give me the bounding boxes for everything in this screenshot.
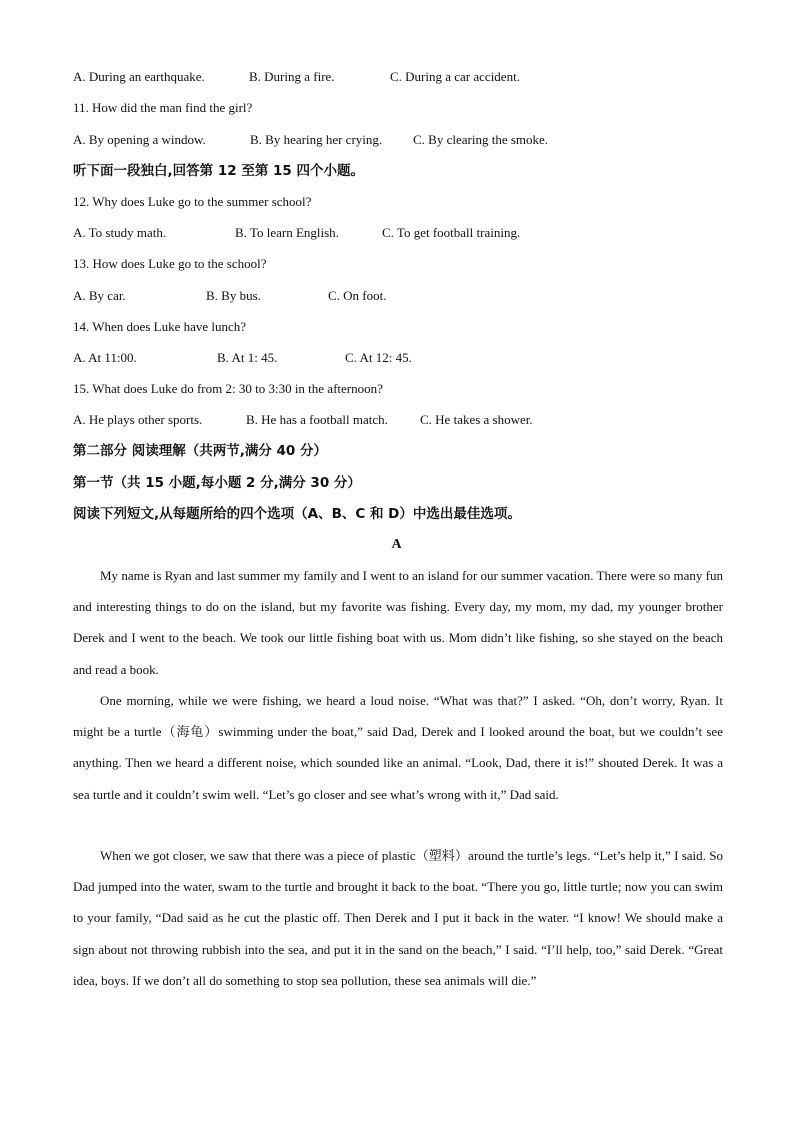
q14-option-b: B. At 1: 45. bbox=[217, 350, 278, 365]
q14-option-c: C. At 12: 45. bbox=[345, 350, 412, 365]
q11-option-a: A. By opening a window. bbox=[73, 132, 206, 147]
q13-option-c: C. On foot. bbox=[328, 288, 387, 303]
q11-option-b: B. By hearing her crying. bbox=[250, 132, 383, 147]
q12-option-a: A. To study math. bbox=[73, 225, 167, 240]
q10-option-a: A. During an earthquake. bbox=[73, 69, 205, 84]
q13-option-a: A. By car. bbox=[73, 288, 126, 303]
question-14: 14. When does Luke have lunch? bbox=[73, 319, 247, 334]
section-note-12-15: 听下面一段独白,回答第 12 至第 15 四个小题。 bbox=[73, 163, 365, 179]
question-13: 13. How does Luke go to the school? bbox=[73, 256, 267, 271]
q10-option-b: B. During a fire. bbox=[249, 69, 335, 84]
reading-instructions: 阅读下列短文,从每题所给的四个选项（A、B、C 和 D）中选出最佳选项。 bbox=[73, 506, 521, 522]
question-12: 12. Why does Luke go to the summer school? bbox=[73, 194, 312, 209]
q12-option-c: C. To get football training. bbox=[382, 225, 521, 240]
passage-paragraph-2: One morning, while we were fishing, we heard a loud noise. “What was that?” I asked. “Oh, don’t worry, Ryan. It might be a turtle（海龟）swimming under the boat,” said Dad, Derek and I looked around the boat, but we couldn’t see anything. Then we heard a different noise, which sounded like an animal. “Look, Dad, there it is!” shouted Derek. It was a sea turtle and it couldn’t swim well. “Let’s go closer and see what’s wrong with it,” Dad said. bbox=[73, 693, 723, 802]
question-15: 15. What does Luke do from 2: 30 to 3:30 in the afternoon? bbox=[73, 381, 383, 396]
q12-option-b: B. To learn English. bbox=[235, 225, 339, 240]
q14-option-a: A. At 11:00. bbox=[73, 350, 137, 365]
q15-option-c: C. He takes a shower. bbox=[420, 412, 533, 427]
section1-heading: 第一节（共 15 小题,每小题 2 分,满分 30 分） bbox=[73, 475, 361, 491]
q15-option-a: A. He plays other sports. bbox=[73, 412, 203, 427]
passage-paragraph-3: When we got closer, we saw that there was a piece of plastic（塑料）around the turtle’s legs. “Let’s help it,” I said. So Dad jumped into the water, swam to the turtle and brought it back to the boat. “There you go, little turtle; now you can swim to your family, “Dad said as he cut the plastic off. Then Derek and I put it back in the water. “I know! We should make a sign about not throwing rubbish into the sea, and put it in the sand on the beach,” I said. “I’ll help, too,” said Derek. “Great idea, boys. If we don’t all do something to stop sea pollution, these sea animals will die.” bbox=[73, 848, 723, 988]
q11-option-c: C. By clearing the smoke. bbox=[413, 132, 549, 147]
part2-heading: 第二部分 阅读理解（共两节,满分 40 分） bbox=[73, 443, 328, 459]
passage-title: A bbox=[391, 537, 402, 552]
passage-paragraph-1: My name is Ryan and last summer my family and I went to an island for our summer vacation. There were so many fun and interesting things to do on the island, but my favorite was fishing. Every day, my mom, my dad, my younger brother Derek and I went to the beach. We took our little fishing boat with us. Mom didn’t like fishing, so she stayed on the beach and read a book. bbox=[73, 568, 723, 677]
q15-option-b: B. He has a football match. bbox=[246, 412, 388, 427]
question-11: 11. How did the man find the girl? bbox=[73, 100, 253, 115]
q13-option-b: B. By bus. bbox=[206, 288, 261, 303]
q10-option-c: C. During a car accident. bbox=[390, 69, 520, 84]
